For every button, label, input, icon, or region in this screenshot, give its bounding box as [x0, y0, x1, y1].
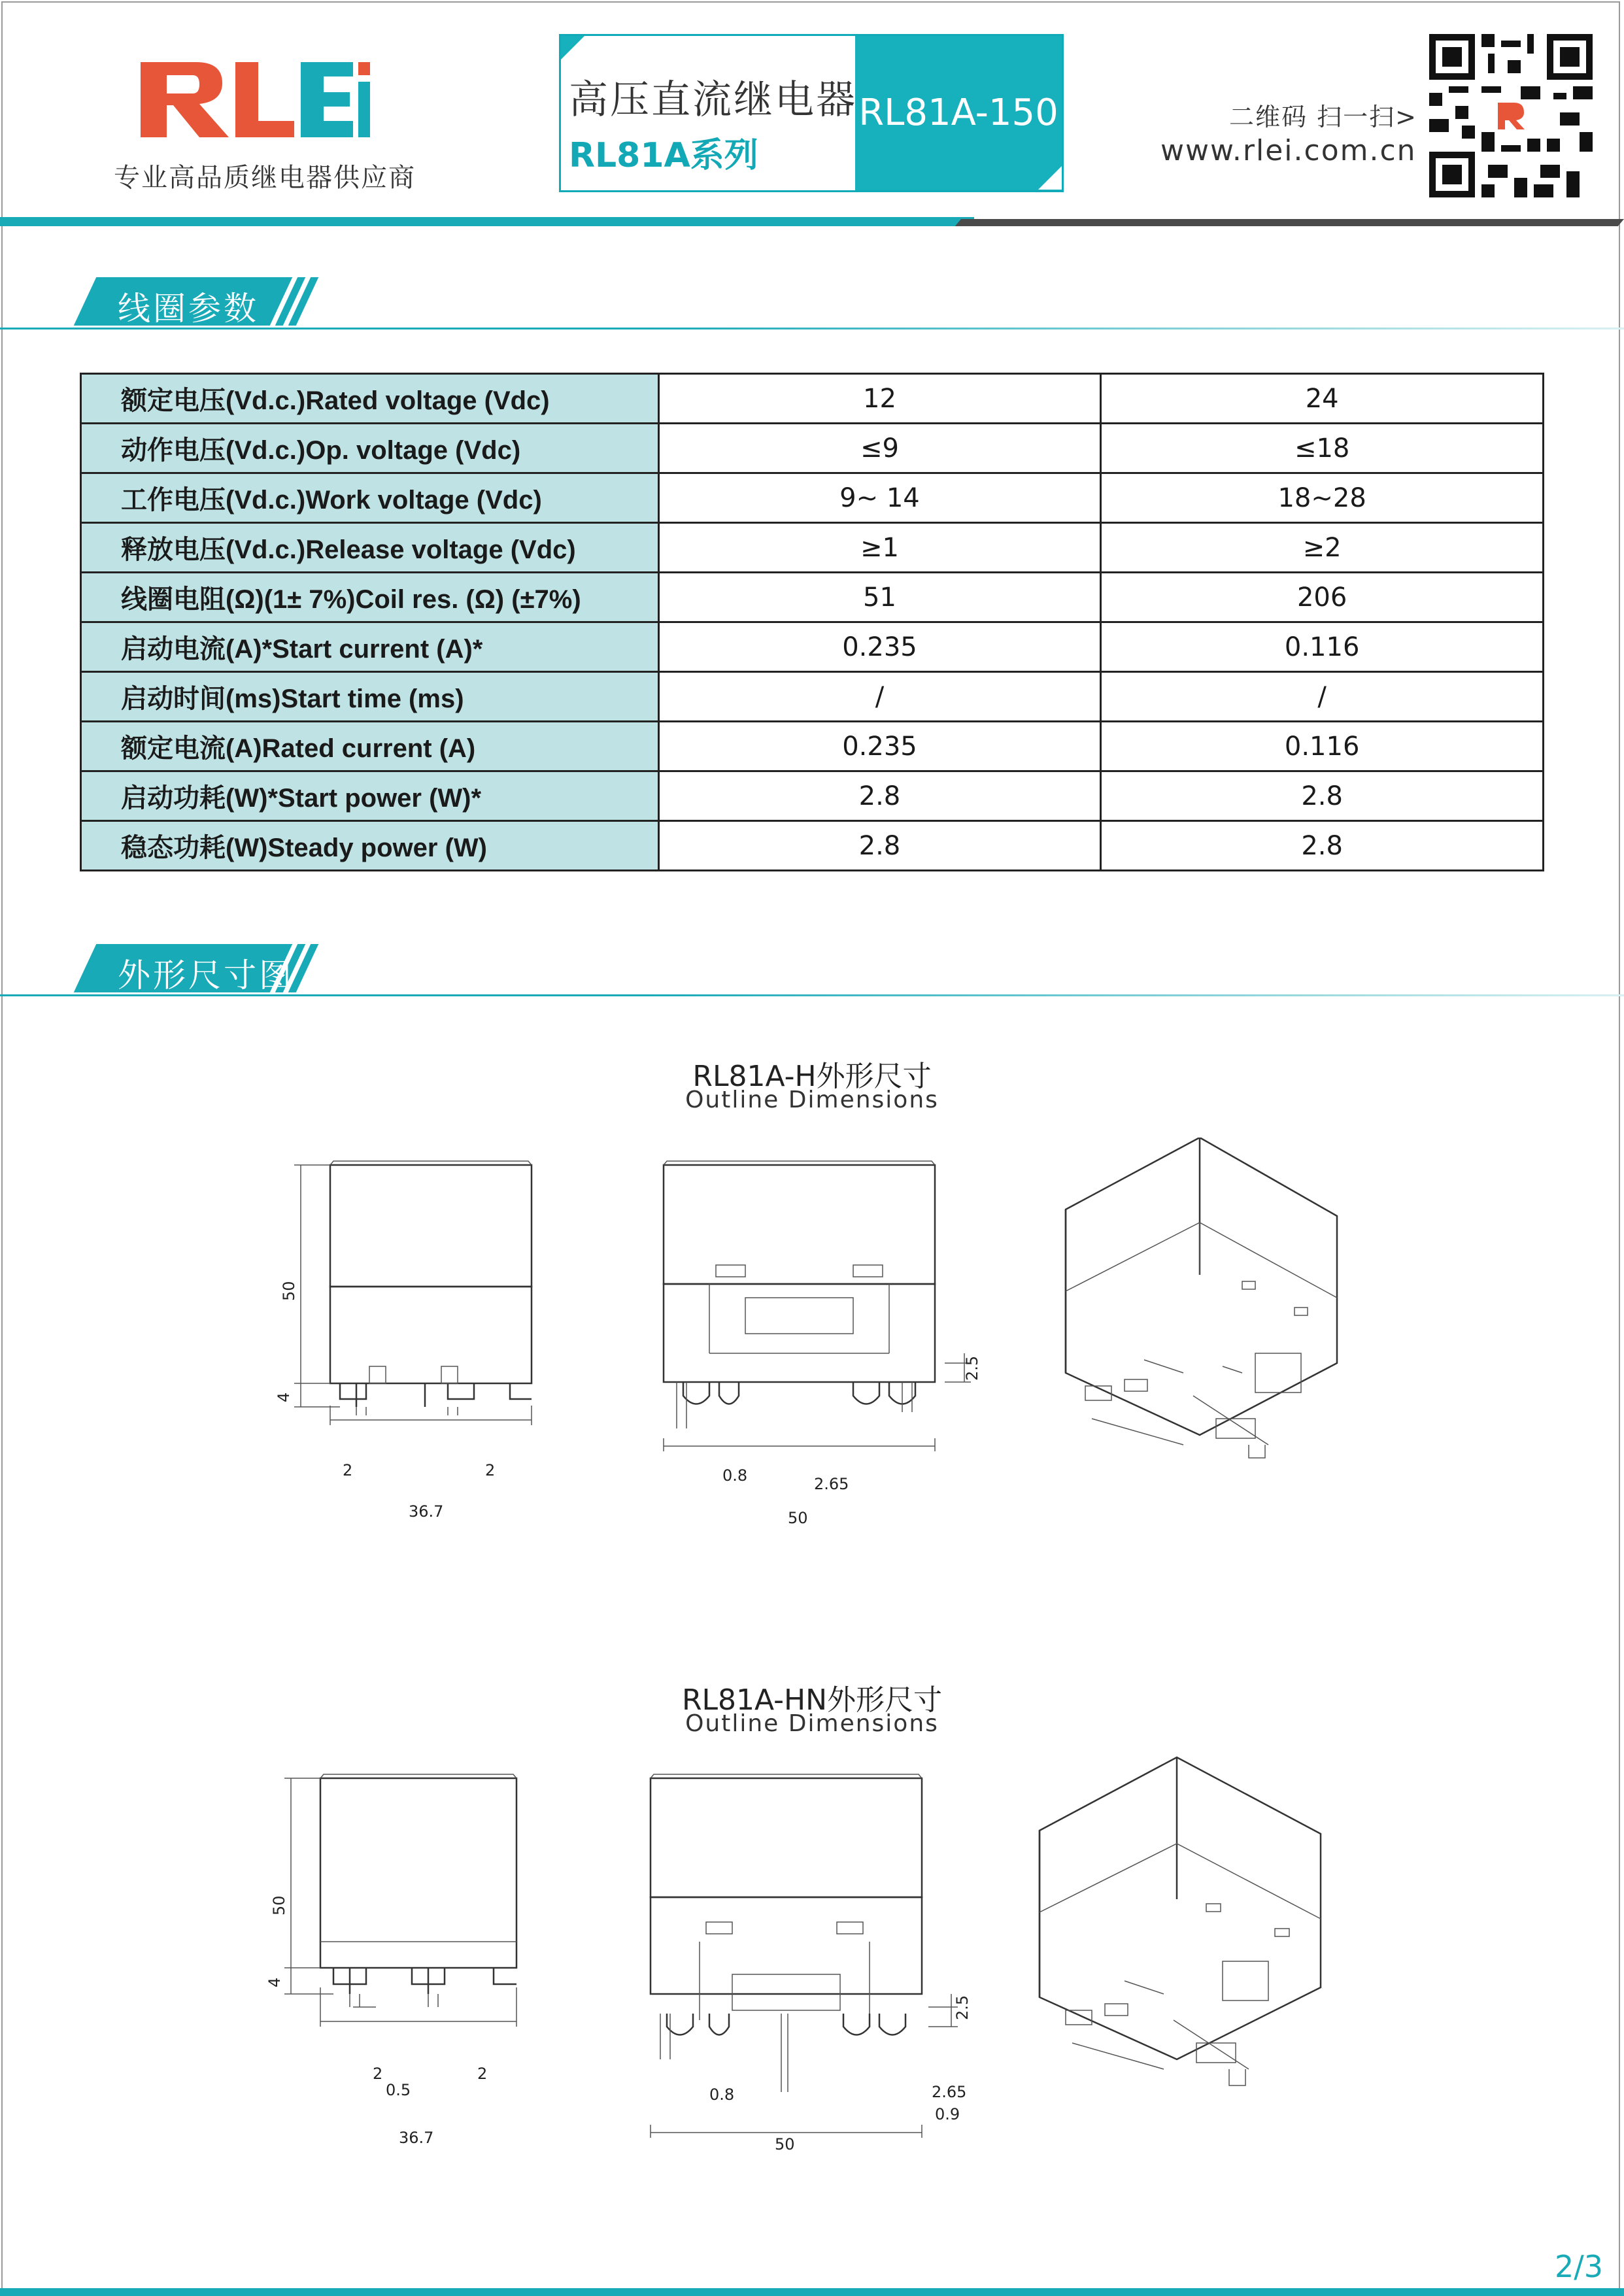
section-header-outline [0, 944, 1624, 996]
row-label: 额定电压(Vd.c.)Rated voltage (Vdc) [81, 374, 659, 424]
value-12v: 2.8 [658, 821, 1101, 871]
value-24v: 2.8 [1101, 771, 1544, 821]
value-24v: 206 [1101, 573, 1544, 622]
row-label: 启动功耗(W)*Start power (W)* [81, 771, 659, 821]
table-row [81, 771, 1544, 821]
brand-logo [137, 56, 373, 147]
value-24v: 2.8 [1101, 821, 1544, 871]
dim-2-65: 2.65 [814, 1475, 849, 1493]
value-12v: 9~ 14 [658, 473, 1101, 523]
row-label: 工作电压(Vd.c.)Work voltage (Vdc) [81, 473, 659, 523]
table-row [81, 722, 1544, 771]
row-label: 稳态功耗(W)Steady power (W) [81, 821, 659, 871]
table-row [81, 374, 1544, 424]
row-label: 动作电压(Vd.c.)Op. voltage (Vdc) [81, 424, 659, 473]
table-row [81, 573, 1544, 622]
dim-2-5: 2.5 [963, 1355, 981, 1381]
row-label: 启动电流(A)*Start current (A)* [81, 622, 659, 672]
dim-pin-width-2: 2 [477, 2065, 488, 2083]
iso-view-hn [1040, 1757, 1321, 2085]
title-corner-top [561, 36, 584, 59]
series-name: RL81A系列 [569, 136, 758, 175]
section-title-coil: 线圈参数 [118, 290, 259, 328]
value-12v: 0.235 [658, 722, 1101, 771]
coil-parameter-table [80, 373, 1544, 871]
value-24v: 18~28 [1101, 473, 1544, 523]
drawing-title-hn: RL81A-HN外形尺寸 [681, 1683, 943, 1717]
outline-drawing-h-views [275, 1138, 1425, 1556]
row-label: 释放电压(Vd.c.)Release voltage (Vdc) [81, 523, 659, 573]
row-label: 线圈电阻(Ω)(1± 7%)Coil res. (Ω) (±7%) [81, 573, 659, 622]
value-24v: 0.116 [1101, 622, 1544, 672]
value-24v: 0.116 [1101, 722, 1544, 771]
dim-pin: 4 [275, 1392, 293, 1402]
qr-code-icon[interactable] [1429, 34, 1593, 197]
dim-width-front: 50 [788, 1509, 808, 1527]
header-rule-gray [955, 219, 1624, 226]
value-24v: ≤18 [1101, 424, 1544, 473]
dim-width-side: 36.7 [399, 2129, 434, 2147]
dim-0-8: 0.8 [709, 2085, 735, 2104]
drawing-subtitle-hn: Outline Dimensions [685, 1710, 939, 1737]
front-view-h [664, 1161, 981, 1527]
dim-width-side: 36.7 [409, 1502, 444, 1521]
outline-drawing-hn-views [262, 1752, 1412, 2184]
dim-pin-width-1: 2 [343, 1461, 353, 1479]
title-corner-bottom [1038, 166, 1062, 190]
value-24v: ≥2 [1101, 523, 1544, 573]
table-row [81, 424, 1544, 473]
page-number: 2/3 [1555, 2249, 1604, 2284]
website-link[interactable]: www.rlei.com.cn [1160, 134, 1417, 167]
dim-0-8: 0.8 [722, 1466, 748, 1485]
brand-subtitle: 专业高品质继电器供应商 [114, 163, 416, 193]
header-rule-teal [0, 217, 974, 226]
dim-pin-width-2: 2 [485, 1461, 496, 1479]
row-label: 额定电流(A)Rated current (A) [81, 722, 659, 771]
dim-0-5: 0.5 [386, 2081, 411, 2099]
qr-label: 二维码 扫一扫> [1229, 103, 1417, 131]
front-view-hn [651, 1774, 972, 2153]
section-title-outline: 外形尺寸图 [118, 956, 294, 994]
value-24v: / [1101, 672, 1544, 722]
dim-pin: 4 [265, 1977, 284, 1987]
dim-width-front: 50 [775, 2135, 795, 2153]
dim-2-5: 2.5 [953, 1995, 972, 2020]
value-12v: ≥1 [658, 523, 1101, 573]
value-12v: 2.8 [658, 771, 1101, 821]
dim-2-65: 2.65 [932, 2083, 967, 2101]
table-row [81, 622, 1544, 672]
value-12v: 12 [658, 374, 1101, 424]
table-row [81, 672, 1544, 722]
table-row [81, 821, 1544, 871]
row-label: 启动时间(ms)Start time (ms) [81, 672, 659, 722]
dim-pin-width-1: 2 [373, 2065, 383, 2083]
drawing-title-h: RL81A-H外形尺寸 [692, 1060, 932, 1093]
table-row [81, 523, 1544, 573]
value-12v: / [658, 672, 1101, 722]
drawing-subtitle-h: Outline Dimensions [685, 1087, 939, 1113]
value-12v: ≤9 [658, 424, 1101, 473]
dim-height: 50 [270, 1895, 288, 1916]
model-number: RL81A-150 [858, 92, 1058, 134]
iso-view-h [1066, 1138, 1337, 1458]
value-12v: 0.235 [658, 622, 1101, 672]
dim-0-9: 0.9 [935, 2105, 960, 2123]
footer-rule [0, 2288, 1624, 2296]
table-row [81, 473, 1544, 523]
value-12v: 51 [658, 573, 1101, 622]
value-24v: 24 [1101, 374, 1544, 424]
product-title: 高压直流继电器 [569, 77, 857, 123]
section-header-coil [0, 277, 1624, 329]
dim-height: 50 [280, 1281, 298, 1301]
